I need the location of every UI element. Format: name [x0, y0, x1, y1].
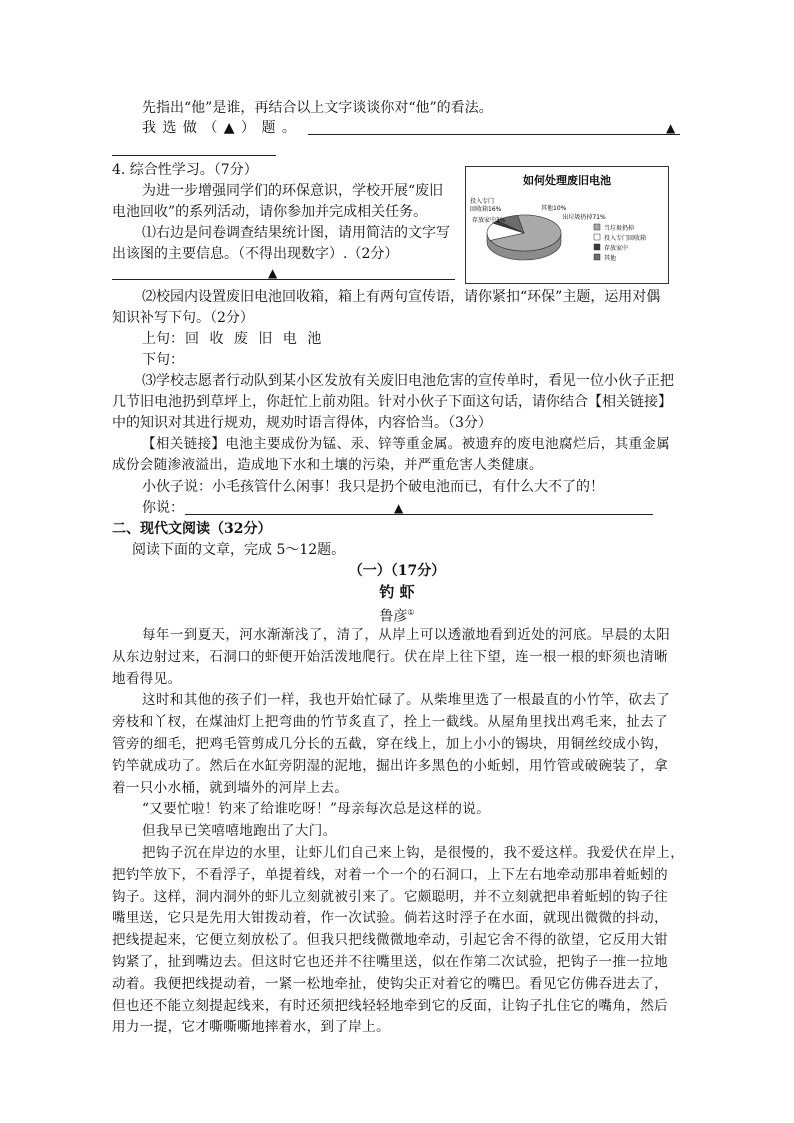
answer-marker: ▲ [268, 266, 278, 280]
answer-marker: ▲ [394, 501, 404, 515]
you-say-label: 你说： [142, 500, 184, 516]
q4-part3-line: ⑶学校志愿者行动队到某小区发放有关废旧电池危害的宣传单时，看见一位小伙子正把 [142, 373, 674, 389]
article-line: 从东边射过来，石洞口的虾便开始活泼地爬行。伏在岸上往下望，连一根一根的虾须也清晰 [112, 648, 668, 665]
chart-legend [594, 224, 646, 262]
article-line: 旁枝和丫杈，在煤油灯上把弯曲的竹节炙直了，拴上一截线。从屋角里找出鸡毛来，扯去了 [112, 714, 668, 731]
slice-label: 出垃圾扔掉71% [562, 214, 606, 221]
part-heading: （一）（17分） [348, 563, 446, 579]
article-line: 着一只小水桶，就到墙外的河岸上去。 [112, 779, 349, 796]
legend-label: 存放家中 [604, 245, 629, 252]
related-link-line: 成份会随渗液溢出，造成地下水和土壤的污染，并严重危害人类健康。 [112, 457, 543, 473]
q4-intro-line: 为进一步增强同学们的环保意识，学校开展“废旧 [142, 183, 444, 199]
article-line: 动着。我便把线提动着，一紧一松地牵扯，使钩尖正对着它的嘴巴。看见它仿佛吞进去了， [112, 975, 668, 992]
answer-line[interactable] [308, 134, 680, 135]
question-instruction: 先指出“他”是谁，再结合以上文字谈谈你对“他”的看法。 [142, 100, 493, 116]
legend-label: 当垃圾扔掉 [604, 225, 635, 232]
article-line: 钩子。这样，洞内洞外的虾儿立刻就被引来了。它颇聪明，并不立刻就把串着蚯蚓的钩子往 [112, 888, 668, 905]
legend-swatch [594, 244, 600, 250]
article-line: 钩紧了，扯到嘴边去。但这时它也还并不往嘴里送，似在作第二次试验，把钩子一推一拉地 [112, 954, 668, 970]
slice-label: 存放家中3% [472, 217, 506, 224]
article-line: 这时和其他的孩子们一样，我也开始忙碌了。从柴堆里选了一根最直的小竹竿，砍去了 [142, 692, 671, 709]
legend-swatch [594, 234, 600, 240]
section-heading: 二、现代文阅读（32分） [112, 521, 272, 537]
article-line: 嘴里送，它只是先用大钳拨动着，作一次试验。倘若这时浮子在水面，就现出微微的抖动， [112, 910, 668, 927]
legend-swatch [594, 254, 600, 260]
q4-part1-line: ⑴右边是问卷调查结果统计图，请用简洁的文字写 [142, 225, 450, 241]
answer-line[interactable] [185, 514, 653, 515]
legend-swatch [594, 224, 600, 230]
article-line: 把钩子沉在岸边的水里，让虾儿们自己来上钩，是很慢的，我不爱这样。我爱伏在岸上， [142, 845, 685, 861]
upper-couplet-label: 上句： [142, 331, 184, 347]
lower-couplet-label: 下句： [142, 352, 184, 368]
q4-part3-line: 中的知识对其进行规劝，规劝时语言得体，内容恰当。（3分） [112, 415, 492, 431]
slice-label: 其他10% [541, 205, 567, 212]
q4-part2-line: ⑵校园内设置废旧电池回收箱，箱上有两句宣传语，请你紧扣“环保”主题，运用对偶 [142, 289, 661, 305]
article-line: 但我早已笑嘻嘻地跑出了大门。 [142, 823, 337, 840]
answer-line[interactable] [112, 279, 455, 280]
article-line: 每年一到夏天，河水渐渐浅了，清了，从岸上可以透澈地看到近处的河底。早晨的太阳 [142, 627, 671, 643]
slice-label: 投入专门 [470, 198, 495, 205]
legend-label: 投入专门回收箱 [604, 235, 647, 242]
article-line: 但也还不能立刻提起线来，有时还须把线轻轻地牵到它的反面，让钩子扎住它的嘴角，然后 [112, 997, 668, 1014]
q4-part1-line: 出该图的主要信息。（不得出现数字）.（2分） [112, 246, 399, 262]
footnote-mark: ① [407, 608, 415, 617]
article-line: “又要忙啦！钓来了给谁吃呀！”母亲每次总是这样的说。 [142, 801, 491, 818]
chosen-question-label: 我 选 做 （ ▲ ） 题 。 [142, 120, 297, 136]
section-instruction: 阅读下面的文章，完成 5～12题。 [132, 542, 346, 558]
article-line: 地看得见。 [112, 670, 182, 687]
question-4-heading: 4. 综合性学习。（7分） [112, 162, 258, 178]
article-line: 把线提起来，它便立刻放松了。但我只把线微微地牵动，引起它舍不得的欲望，它反用大钳 [112, 932, 668, 949]
legend-label: 其他 [604, 255, 617, 262]
chart-title: 如何处理废旧电池 [523, 174, 611, 187]
answer-marker: ▲ [666, 121, 676, 135]
divider-line [112, 155, 276, 156]
battery-survey-chart [465, 166, 669, 284]
article-line: 把钓竿放下，不看浮子，单提着线，对着一个一个的石洞口，上下左右地牵动那串着蚯蚓的 [112, 866, 668, 883]
related-link-line: 【相关链接】电池主要成份为锰、汞、锌等重金属。被遗弃的废电池腐烂后，其重金属 [142, 436, 671, 452]
author-name: 鲁彦 [379, 608, 408, 625]
article-title: 钓 虾 [379, 583, 415, 601]
article-line: 钓竿就成功了。然后在水缸旁阴湿的泥地，掘出许多黑色的小蚯蚓，用竹管或破碗装了，拿 [112, 757, 668, 774]
article-line: 用力一提，它才嘶嘶嘶地摔着水，到了岸上。 [112, 1019, 390, 1036]
q4-part2-line: 知识补写下句。（2分） [112, 310, 254, 326]
article-line: 管旁的细毛，把鸡毛管剪成几分长的五截，穿在线上，加上小小的锡块，用铜丝绞成小钩， [112, 736, 668, 752]
article-author [0, 603, 794, 627]
upper-couplet-text: 回 收 废 旧 电 池 [185, 331, 325, 347]
q4-intro-line: 电池回收”的系列活动，请你参加并完成相关任务。 [112, 204, 428, 220]
young-man-quote: 小伙子说：小毛孩管什么闲事！我只是扔个破电池而已，有什么大不了的！ [142, 479, 604, 495]
slice-label: 回收箱16% [470, 206, 502, 213]
q4-part3-line: 几节旧电池扔到草坪上，你赶忙上前劝阻。针对小伙子下面这句话，请你结合【相关链接】 [112, 394, 672, 410]
